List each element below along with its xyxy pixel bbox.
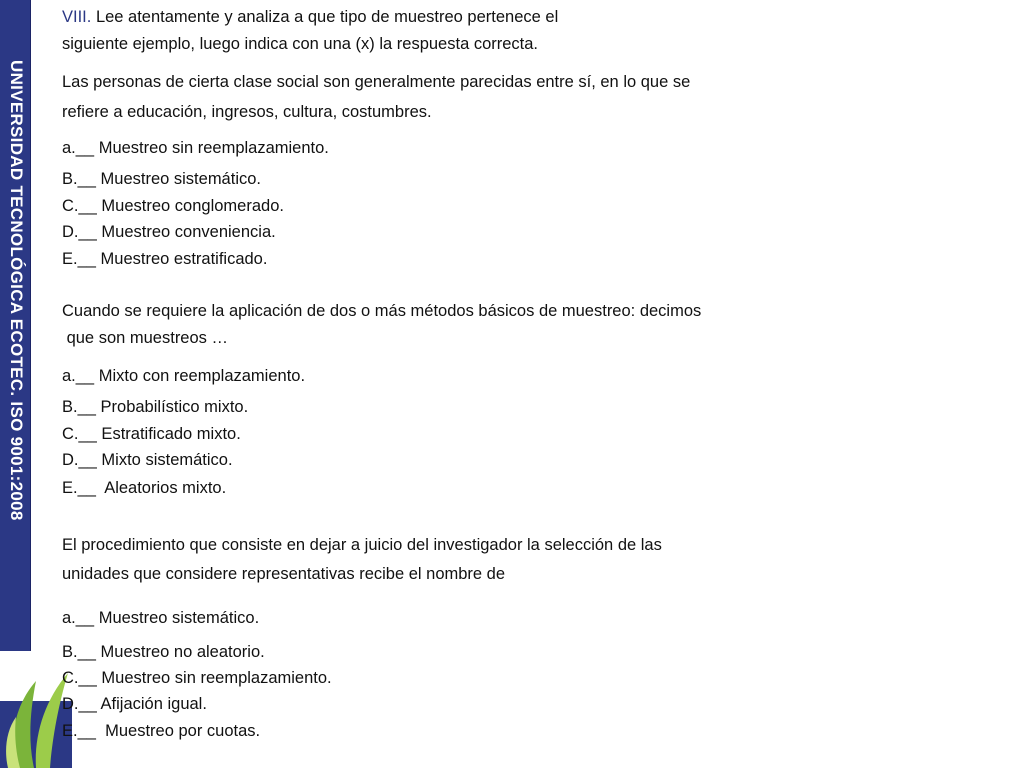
instruction-line-1: VIII. Lee atentamente y analiza a que tipo de muestreo pertenece el bbox=[62, 8, 559, 26]
question-2-option-c: C.__ Estratificado mixto. bbox=[62, 425, 241, 443]
question-3-text: unidades que considere representativas recibe el nombre de bbox=[62, 565, 506, 583]
question-3-option-d: D.__ Afijación igual. bbox=[62, 695, 207, 713]
question-1-option-b: B.__ Muestreo sistemático. bbox=[62, 170, 261, 188]
sidebar-banner bbox=[0, 0, 31, 651]
question-2-option-d: D.__ Mixto sistemático. bbox=[62, 451, 233, 469]
question-3-option-c: C.__ Muestreo sin reemplazamiento. bbox=[62, 669, 332, 687]
question-3-option-e: E.__ Muestreo por cuotas. bbox=[62, 722, 261, 740]
question-1-option-e: E.__ Muestreo estratificado. bbox=[62, 250, 268, 268]
question-1-option-a: a.__ Muestreo sin reemplazamiento. bbox=[62, 139, 329, 157]
university-name: UNIVERSIDAD TECNOLÓGICA ECOTEC. ISO 9001:2008 bbox=[7, 60, 26, 521]
question-2-option-e: E.__ Aleatorios mixto. bbox=[62, 479, 227, 497]
question-1-option-c: C.__ Muestreo conglomerado. bbox=[62, 197, 284, 215]
question-2-text: que son muestreos … bbox=[62, 329, 228, 347]
question-2-text: Cuando se requiere la aplicación de dos o más métodos básicos de muestreo: decimos bbox=[62, 302, 702, 320]
question-1-text: Las personas de cierta clase social son generalmente parecidas entre sí, en lo que se bbox=[62, 73, 691, 91]
question-2-option-a: a.__ Mixto con reemplazamiento. bbox=[62, 367, 306, 385]
question-3-text: El procedimiento que consiste en dejar a juicio del investigador la selección de las bbox=[62, 536, 662, 554]
question-2-option-b: B.__ Probabilístico mixto. bbox=[62, 398, 249, 416]
instruction-line-2: siguiente ejemplo, luego indica con una (x) la respuesta correcta. bbox=[62, 35, 539, 53]
question-3-option-a: a.__ Muestreo sistemático. bbox=[62, 609, 260, 627]
question-1-option-d: D.__ Muestreo conveniencia. bbox=[62, 223, 276, 241]
section-number: VIII. bbox=[62, 8, 92, 26]
question-1-text: refiere a educación, ingresos, cultura, costumbres. bbox=[62, 103, 432, 121]
question-3-option-b: B.__ Muestreo no aleatorio. bbox=[62, 643, 265, 661]
